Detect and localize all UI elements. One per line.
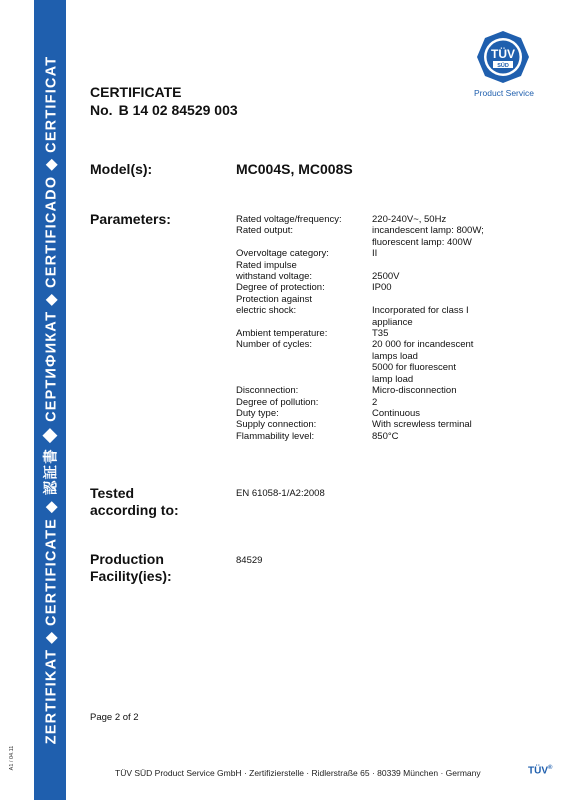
footer-brand: TÜV	[528, 765, 548, 777]
production-label	[90, 551, 172, 585]
tested-label	[90, 485, 179, 519]
parameter-name	[236, 237, 376, 248]
parameter-value: 2	[372, 396, 378, 408]
parameter-value: 850°C	[372, 430, 399, 442]
parameter-name: Rated voltage/frequency:	[236, 214, 342, 225]
certificate-number: B 14 02 84529 003	[118, 102, 238, 118]
footer-address: TÜV SÜD Product Service GmbH · Zertifizierstelle · Ridlerstraße 65 · 80339 München · Germany	[115, 768, 481, 778]
certificate-side-band-text: ZERTIFIKAT ◆ CERTIFICATE ◆ 認証書 ◆ СЕРТИФИКАТ ◆ CERTIFICADO ◆ CERTIFICAT	[43, 55, 60, 745]
tested-label-line2: according to:	[90, 502, 179, 518]
parameter-name	[236, 374, 376, 385]
models-value: MC004S, MC008S	[236, 161, 353, 177]
parameter-name: Degree of protection:	[236, 282, 325, 294]
product-service-label: Product Service	[474, 88, 534, 98]
production-label-line1: Production	[90, 551, 164, 567]
parameter-value: 220-240V~, 50Hz	[372, 214, 447, 225]
parameter-name: Ambient temperature:	[236, 328, 328, 340]
parameter-value: fluorescent lamp: 400W	[372, 236, 472, 248]
parameter-name: electric shock:	[236, 305, 297, 317]
parameter-name: Protection against	[236, 293, 313, 305]
parameter-value: 20 000 for incandescent	[372, 339, 474, 351]
parameter-name: Number of cycles:	[236, 339, 313, 351]
parameter-value: 2500V	[372, 271, 400, 283]
form-code: A1 / 04.11	[9, 745, 15, 771]
parameter-name: Rated output:	[236, 225, 294, 237]
production-facility-value: 84529	[236, 555, 263, 566]
tested-label-line1: Tested	[90, 485, 135, 501]
parameter-value: 5000 for fluorescent	[372, 362, 456, 374]
parameter-value: lamp load	[372, 373, 414, 385]
parameter-value	[372, 260, 522, 271]
certificate-number-line	[90, 102, 238, 118]
parameter-name: Supply connection:	[236, 419, 317, 431]
parameter-value: II	[372, 248, 378, 260]
parameter-value: appliance	[372, 316, 413, 328]
parameter-name: Disconnection:	[236, 385, 299, 397]
logo-text-sub: SÜD	[497, 63, 509, 69]
parameter-name	[236, 351, 376, 362]
page-number: Page 2 of 2	[90, 712, 139, 723]
parameter-names-list	[236, 214, 376, 442]
parameter-value: Micro-disconnection	[372, 385, 457, 397]
parameter-name: Degree of pollution:	[236, 396, 319, 408]
models-label: Model(s):	[90, 161, 153, 177]
certificate-number-label: No.	[90, 102, 113, 118]
parameter-value	[372, 294, 522, 305]
parameter-value: Continuous	[372, 407, 421, 419]
parameter-value: lamps load	[372, 350, 418, 362]
parameter-value: T35	[372, 328, 389, 340]
logo-text-main: TÜV	[491, 47, 515, 61]
parameter-value: With screwless terminal	[372, 419, 472, 431]
parameter-name: Flammability level:	[236, 430, 315, 442]
parameter-name: withstand voltage:	[236, 271, 313, 283]
certificate-title: CERTIFICATE	[90, 84, 182, 100]
parameter-value: incandescent lamp: 800W;	[372, 225, 484, 237]
production-label-line2: Facility(ies):	[90, 568, 172, 584]
registered-mark: ®	[548, 765, 553, 771]
parameters-label: Parameters:	[90, 211, 171, 227]
parameter-values-list	[372, 214, 522, 442]
parameter-name	[236, 362, 376, 373]
parameter-name: Overvoltage category:	[236, 248, 329, 260]
tuv-sud-logo	[476, 30, 530, 84]
parameter-name: Duty type:	[236, 407, 279, 419]
parameter-name	[236, 317, 376, 328]
parameter-name: Rated impulse	[236, 259, 297, 271]
parameter-value: IP00	[372, 282, 392, 294]
footer-tuv-mark	[528, 765, 552, 776]
tested-standard: EN 61058-1/A2:2008	[236, 488, 325, 499]
parameter-value: Incorporated for class I	[372, 305, 469, 317]
